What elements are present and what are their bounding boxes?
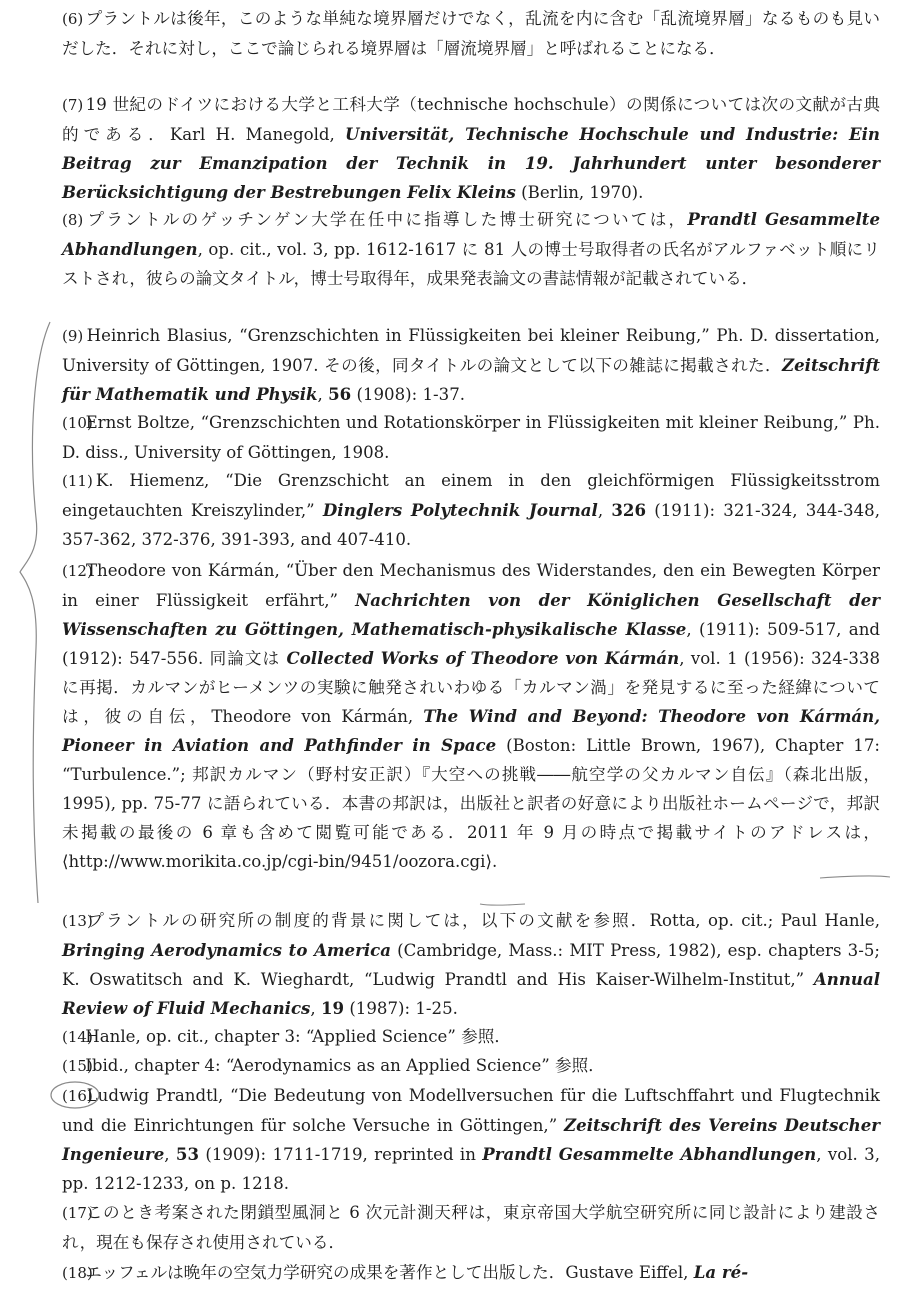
footnote-number: (14): [62, 1028, 93, 1046]
footnote-title-italic: The Wind and Beyond: Theodore von Kármán, Pioneer in Aviation and Pathfinder in Space: [62, 706, 880, 755]
footnote-text: ,: [164, 1145, 176, 1164]
footnote-volume-bold: 56: [328, 384, 352, 404]
footnote-text: (1908): 1-37.: [351, 385, 466, 404]
footnote-text: Hanle, op. cit., chapter 3: “Applied Science” 参照．: [85, 1027, 511, 1046]
footnote-text: このとき考案された閉鎖型風洞と 6 次元計測天秤は，東京帝国大学航空研究所に同じ設計により建設され，現在も保存され使用されている．: [62, 1203, 881, 1252]
footnote-text: Ibid., chapter 4: “Aerodynamics as an Applied Science” 参照．: [85, 1056, 605, 1075]
footnote-volume-bold: 53: [175, 1144, 199, 1164]
footnote-11: [62, 1198, 880, 1257]
footnote-7: [62, 906, 880, 1023]
footnote-3: [62, 321, 880, 409]
footnote-text: (1909): 1711-1719, reprinted in: [199, 1145, 483, 1164]
footnote-number: (13): [62, 912, 93, 930]
footnote-title-italic: La ré-: [693, 1262, 749, 1282]
footnote-text: ,: [317, 385, 329, 404]
footnote-volume-bold: 326: [611, 500, 647, 520]
footnote-title-italic: Zeitschrift für Mathematik und Physik: [62, 355, 880, 404]
footnote-number: (18): [62, 1264, 93, 1282]
footnote-5: [62, 466, 880, 554]
footnote-text: Ernst Boltze, “Grenzschichten und Rotationskörper in Flüssigkeiten mit kleiner Reibung,” Ph. D. diss., University of Göttingen, 1908.: [62, 413, 881, 462]
footnote-title-italic: Annual Review of Fluid Mechanics: [62, 969, 880, 1018]
handwritten-bracket-mark: [14, 318, 64, 908]
footnote-title-italic: Bringing Aerodynamics to America: [62, 940, 391, 960]
footnote-1: [62, 90, 880, 207]
footnote-number: (17): [62, 1204, 93, 1222]
footnote-10: [62, 1081, 880, 1198]
footnote-4: [62, 408, 880, 467]
footnote-text: ,: [597, 501, 612, 520]
footnote-6: [62, 556, 880, 876]
footnote-number: (12): [62, 562, 93, 580]
footnote-12: [62, 1258, 880, 1288]
footnote-number: (8): [62, 211, 84, 229]
footnote-text: (Boston: Little Brown, 1967), Chapter 17: “Turbulence.”; 邦訳カルマン（野村安正訳）『大空への挑戦――航空学の父カルマン自伝』（森北出版，1995), pp. 75-77 に語られている．本書の邦訳は，出版社と訳者の好意により出版社ホームページで，邦訳未掲載の最後の 6 章も含めて閲覧可能である．2011 年 9 月の時点で掲載サイトのアドレスは，⟨http://www.morikita.co.jp/cgi-bin/9451/oozora.cgi⟩.: [62, 736, 880, 871]
footnote-text: (1987): 1-25.: [344, 999, 458, 1018]
footnote-number: (7): [62, 96, 84, 114]
footnote-number: (6): [62, 10, 84, 28]
footnote-text: 19 世紀のドイツにおける大学と工科大学（technische hochschule）の関係については次の文献が古典的である．Karl H. Manegold,: [62, 95, 881, 144]
footnote-text: (1911): 321-324, 344-348, 357-362, 372-376, 391-393, and 407-410.: [62, 501, 880, 549]
footnote-text: , (1911): 509-517, and (1912): 547-556. 同論文は: [62, 620, 881, 668]
footnote-title-italic: Prandtl Gesammelte Abhandlungen: [482, 1144, 817, 1164]
footnote-text: (Berlin, 1970).: [515, 183, 644, 202]
footnote-text: , vol. 3, pp. 1212-1233, on p. 1218.: [62, 1145, 880, 1193]
footnote-title-italic: Prandtl Gesammelte Abhandlungen: [62, 209, 880, 259]
footnote-text: プラントルの研究所の制度的背景に関しては，以下の文献を参照．Rotta, op. cit.; Paul Hanle,: [87, 911, 880, 930]
footnote-text: エッフェルは晩年の空気力学研究の成果を著作として出版した．Gustave Eiffel,: [85, 1263, 694, 1282]
footnote-text: プラントルは後年，このような単純な境界層だけでなく，乱流を内に含む「乱流境界層」なるものも見いだした．それに対し，ここで論じられる境界層は「層流境界層」と呼ばれることになる．: [62, 9, 880, 58]
footnote-text: プラントルのゲッチンゲン大学在任中に指導した博士研究については，: [87, 210, 688, 229]
footnote-title-italic: Collected Works of Theodore von Kármán: [286, 648, 680, 668]
footnote-text: Theodore von Kármán, “Über den Mechanismus des Widerstandes, den ein Bewegten Körper in einer Flüssigkeit erfährt,”: [62, 561, 880, 610]
footnote-number: (9): [62, 327, 84, 345]
footnote-title-italic: Nachrichten von der Königlichen Gesellschaft der Wissenschaften zu Göttingen, Mathematisch-physikalische Klasse: [62, 590, 880, 639]
footnote-8: [62, 1022, 880, 1052]
footnote-text: ,: [310, 999, 321, 1018]
footnote-title-italic: Zeitschrift des Vereins Deutscher Ingenieure: [62, 1115, 880, 1164]
footnote-text: (Cambridge, Mass.: MIT Press, 1982), esp. chapters 3-5; K. Oswatitsch and K. Wieghardt, “Ludwig Prandtl and His Kaiser-Wilhelm-Institut,”: [62, 941, 880, 989]
footnote-2: [62, 205, 880, 293]
footnote-0: [62, 4, 880, 63]
footnote-9: [62, 1051, 880, 1081]
footnote-number: (11): [62, 472, 93, 490]
footnote-number: (10): [62, 414, 93, 432]
footnote-text: Heinrich Blasius, “Grenzschichten in Flüssigkeiten bei kleiner Reibung,” Ph. D. dissertation, University of Göttingen, 1907. その後，同タイトルの論文として以下の雑誌に掲載された．: [62, 326, 881, 375]
footnote-text: , vol. 1 (1956): 324-338 に再掲．カルマンがヒーメンツの実験に触発されいわゆる「カルマン渦」を発見するに至った経緯については，彼の自伝，Theodore von Kármán,: [62, 649, 880, 726]
footnote-number: (16): [62, 1087, 93, 1105]
footnote-volume-bold: 19: [320, 998, 345, 1018]
footnote-text: Ludwig Prandtl, “Die Bedeutung von Modellversuchen für die Luftschffahrt und Flugtechnik und die Einrichtungen für solche Versuche in Göttingen,”: [62, 1086, 880, 1135]
footnote-text: K. Hiemenz, “Die Grenzschicht an einem in den gleichförmigen Flüssigkeitsstrom eingetauchten Kreiszylinder,”: [62, 471, 881, 520]
footnote-text: , op. cit., vol. 3, pp. 1612-1617 に 81 人の博士号取得者の氏名がアルファベット順にリストされ，彼らの論文タイトル，博士号取得年，成果発表論文の書誌情報が記載されている．: [62, 240, 880, 288]
footnote-title-italic: Universität, Technische Hochschule und Industrie: Ein Beitrag zur Emanzipation der Technik in 19. Jahrhundert unter besonderer Berücksichtigung der Bestrebungen Felix Kleins: [62, 124, 880, 202]
footnote-title-italic: Dinglers Polytechnik Journal: [322, 500, 598, 520]
footnote-number: (15): [62, 1057, 93, 1075]
